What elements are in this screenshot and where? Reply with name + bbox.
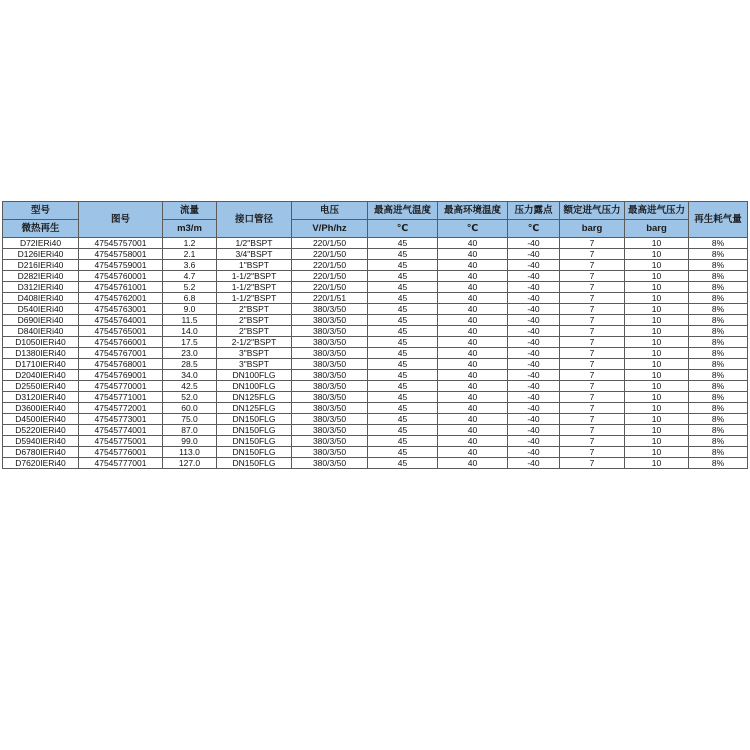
regen-consumption-cell: 8% xyxy=(689,249,748,260)
pressure-dew-point-cell: -40 xyxy=(508,370,560,381)
max-ambient-temp-cell: 40 xyxy=(438,293,508,304)
max-inlet-pressure-cell: 10 xyxy=(625,238,689,249)
pressure-dew-point-cell: -40 xyxy=(508,403,560,414)
regen-consumption-cell: 8% xyxy=(689,370,748,381)
max-ambient-temp-cell: 40 xyxy=(438,260,508,271)
voltage-cell: 380/3/50 xyxy=(292,315,368,326)
part-number-cell: 47545766001 xyxy=(79,337,163,348)
table-row xyxy=(3,271,748,282)
rated-inlet-pressure-cell: 7 xyxy=(560,359,625,370)
connection-cell: DN100FLG xyxy=(217,370,292,381)
regen-consumption-cell: 8% xyxy=(689,293,748,304)
header-part-number: 图号 xyxy=(79,202,163,238)
connection-cell: 1/2"BSPT xyxy=(217,238,292,249)
part-number-cell: 47545761001 xyxy=(79,282,163,293)
voltage-cell: 380/3/50 xyxy=(292,337,368,348)
max-inlet-temp-cell: 45 xyxy=(368,447,438,458)
pressure-dew-point-cell: -40 xyxy=(508,260,560,271)
rated-inlet-pressure-cell: 7 xyxy=(560,260,625,271)
max-ambient-temp-cell: 40 xyxy=(438,238,508,249)
connection-cell: DN150FLG xyxy=(217,436,292,447)
part-number-cell: 47545765001 xyxy=(79,326,163,337)
pressure-dew-point-cell: -40 xyxy=(508,304,560,315)
max-inlet-temp-cell: 45 xyxy=(368,359,438,370)
table-row xyxy=(3,370,748,381)
table-row xyxy=(3,425,748,436)
table-row xyxy=(3,282,748,293)
pressure-dew-point-cell: -40 xyxy=(508,458,560,469)
pressure-dew-point-cell: -40 xyxy=(508,238,560,249)
table-row xyxy=(3,249,748,260)
regen-consumption-cell: 8% xyxy=(689,392,748,403)
max-ambient-temp-cell: 40 xyxy=(438,392,508,403)
max-inlet-temp-cell: 45 xyxy=(368,370,438,381)
max-inlet-pressure-cell: 10 xyxy=(625,403,689,414)
header-max-inlet-temp: 最高进气温度 xyxy=(368,202,438,220)
connection-cell: DN100FLG xyxy=(217,381,292,392)
table-row xyxy=(3,337,748,348)
max-inlet-temp-cell: 45 xyxy=(368,260,438,271)
table-row xyxy=(3,359,748,370)
connection-cell: DN125FLG xyxy=(217,403,292,414)
table-header xyxy=(3,202,748,238)
pressure-dew-point-cell: -40 xyxy=(508,326,560,337)
part-number-cell: 47545760001 xyxy=(79,271,163,282)
max-inlet-pressure-cell: 10 xyxy=(625,436,689,447)
table-row xyxy=(3,304,748,315)
model-cell: D1710IERi40 xyxy=(3,359,79,370)
max-inlet-temp-cell: 45 xyxy=(368,458,438,469)
part-number-cell: 47545772001 xyxy=(79,403,163,414)
flow-cell: 4.7 xyxy=(163,271,217,282)
max-inlet-temp-cell: 45 xyxy=(368,436,438,447)
model-cell: D3600IERi40 xyxy=(3,403,79,414)
model-cell: D4500IERi40 xyxy=(3,414,79,425)
part-number-cell: 47545764001 xyxy=(79,315,163,326)
pressure-dew-point-cell: -40 xyxy=(508,282,560,293)
model-cell: D7620IERi40 xyxy=(3,458,79,469)
table-row xyxy=(3,458,748,469)
max-ambient-temp-cell: 40 xyxy=(438,326,508,337)
regen-consumption-cell: 8% xyxy=(689,414,748,425)
pressure-dew-point-cell: -40 xyxy=(508,447,560,458)
pressure-dew-point-cell: -40 xyxy=(508,337,560,348)
max-inlet-temp-cell: 45 xyxy=(368,304,438,315)
voltage-cell: 380/3/50 xyxy=(292,304,368,315)
max-inlet-pressure-cell: 10 xyxy=(625,458,689,469)
voltage-cell: 220/1/50 xyxy=(292,249,368,260)
header-rated-inlet-pressure-unit: barg xyxy=(560,220,625,238)
header-regen-consumption: 再生耗气量 xyxy=(689,202,748,238)
regen-consumption-cell: 8% xyxy=(689,238,748,249)
flow-cell: 60.0 xyxy=(163,403,217,414)
pressure-dew-point-cell: -40 xyxy=(508,381,560,392)
pressure-dew-point-cell: -40 xyxy=(508,348,560,359)
header-max-ambient-temp-unit: ℃ xyxy=(438,220,508,238)
model-cell: D3120IERi40 xyxy=(3,392,79,403)
regen-consumption-cell: 8% xyxy=(689,458,748,469)
rated-inlet-pressure-cell: 7 xyxy=(560,337,625,348)
flow-cell: 113.0 xyxy=(163,447,217,458)
model-cell: D312IERi40 xyxy=(3,282,79,293)
flow-cell: 17.5 xyxy=(163,337,217,348)
part-number-cell: 47545768001 xyxy=(79,359,163,370)
connection-cell: DN150FLG xyxy=(217,414,292,425)
rated-inlet-pressure-cell: 7 xyxy=(560,271,625,282)
rated-inlet-pressure-cell: 7 xyxy=(560,447,625,458)
max-ambient-temp-cell: 40 xyxy=(438,282,508,293)
flow-cell: 87.0 xyxy=(163,425,217,436)
pressure-dew-point-cell: -40 xyxy=(508,425,560,436)
part-number-cell: 47545762001 xyxy=(79,293,163,304)
max-ambient-temp-cell: 40 xyxy=(438,436,508,447)
regen-consumption-cell: 8% xyxy=(689,403,748,414)
max-ambient-temp-cell: 40 xyxy=(438,370,508,381)
connection-cell: 2-1/2"BSPT xyxy=(217,337,292,348)
max-inlet-temp-cell: 45 xyxy=(368,425,438,436)
part-number-cell: 47545776001 xyxy=(79,447,163,458)
rated-inlet-pressure-cell: 7 xyxy=(560,370,625,381)
pressure-dew-point-cell: -40 xyxy=(508,293,560,304)
pressure-dew-point-cell: -40 xyxy=(508,359,560,370)
part-number-cell: 47545758001 xyxy=(79,249,163,260)
header-voltage: 电压 xyxy=(292,202,368,220)
rated-inlet-pressure-cell: 7 xyxy=(560,282,625,293)
part-number-cell: 47545769001 xyxy=(79,370,163,381)
max-inlet-temp-cell: 45 xyxy=(368,381,438,392)
flow-cell: 9.0 xyxy=(163,304,217,315)
table-row xyxy=(3,260,748,271)
model-cell: D1050IERi40 xyxy=(3,337,79,348)
max-inlet-temp-cell: 45 xyxy=(368,326,438,337)
regen-consumption-cell: 8% xyxy=(689,348,748,359)
max-inlet-pressure-cell: 10 xyxy=(625,359,689,370)
voltage-cell: 220/1/50 xyxy=(292,238,368,249)
regen-consumption-cell: 8% xyxy=(689,304,748,315)
regen-consumption-cell: 8% xyxy=(689,359,748,370)
model-cell: D840IERi40 xyxy=(3,326,79,337)
max-ambient-temp-cell: 40 xyxy=(438,447,508,458)
voltage-cell: 380/3/50 xyxy=(292,370,368,381)
connection-cell: DN150FLG xyxy=(217,447,292,458)
regen-consumption-cell: 8% xyxy=(689,381,748,392)
pressure-dew-point-cell: -40 xyxy=(508,392,560,403)
max-inlet-pressure-cell: 10 xyxy=(625,315,689,326)
connection-cell: 1-1/2"BSPT xyxy=(217,282,292,293)
flow-cell: 5.2 xyxy=(163,282,217,293)
table-row xyxy=(3,238,748,249)
model-cell: D282IERi40 xyxy=(3,271,79,282)
rated-inlet-pressure-cell: 7 xyxy=(560,315,625,326)
connection-cell: 1"BSPT xyxy=(217,260,292,271)
rated-inlet-pressure-cell: 7 xyxy=(560,414,625,425)
flow-cell: 6.8 xyxy=(163,293,217,304)
flow-cell: 11.5 xyxy=(163,315,217,326)
max-inlet-pressure-cell: 10 xyxy=(625,381,689,392)
model-cell: D690IERi40 xyxy=(3,315,79,326)
flow-cell: 127.0 xyxy=(163,458,217,469)
connection-cell: 3"BSPT xyxy=(217,348,292,359)
rated-inlet-pressure-cell: 7 xyxy=(560,381,625,392)
rated-inlet-pressure-cell: 7 xyxy=(560,326,625,337)
max-inlet-pressure-cell: 10 xyxy=(625,414,689,425)
rated-inlet-pressure-cell: 7 xyxy=(560,425,625,436)
rated-inlet-pressure-cell: 7 xyxy=(560,304,625,315)
part-number-cell: 47545771001 xyxy=(79,392,163,403)
max-ambient-temp-cell: 40 xyxy=(438,381,508,392)
voltage-cell: 220/1/50 xyxy=(292,271,368,282)
rated-inlet-pressure-cell: 7 xyxy=(560,458,625,469)
connection-cell: 2"BSPT xyxy=(217,326,292,337)
table-row xyxy=(3,447,748,458)
connection-cell: 2"BSPT xyxy=(217,315,292,326)
voltage-cell: 380/3/50 xyxy=(292,458,368,469)
table-body xyxy=(3,238,748,469)
flow-cell: 14.0 xyxy=(163,326,217,337)
part-number-cell: 47545774001 xyxy=(79,425,163,436)
model-cell: D216IERi40 xyxy=(3,260,79,271)
header-pressure-dew-point-unit: ℃ xyxy=(508,220,560,238)
pressure-dew-point-cell: -40 xyxy=(508,271,560,282)
connection-cell: DN150FLG xyxy=(217,425,292,436)
pressure-dew-point-cell: -40 xyxy=(508,315,560,326)
max-inlet-temp-cell: 45 xyxy=(368,271,438,282)
regen-consumption-cell: 8% xyxy=(689,282,748,293)
table-row xyxy=(3,315,748,326)
table-row xyxy=(3,403,748,414)
rated-inlet-pressure-cell: 7 xyxy=(560,436,625,447)
max-inlet-pressure-cell: 10 xyxy=(625,337,689,348)
regen-consumption-cell: 8% xyxy=(689,425,748,436)
rated-inlet-pressure-cell: 7 xyxy=(560,392,625,403)
max-ambient-temp-cell: 40 xyxy=(438,315,508,326)
header-pressure-dew-point: 压力露点 xyxy=(508,202,560,220)
max-ambient-temp-cell: 40 xyxy=(438,359,508,370)
max-ambient-temp-cell: 40 xyxy=(438,425,508,436)
max-inlet-pressure-cell: 10 xyxy=(625,370,689,381)
max-inlet-pressure-cell: 10 xyxy=(625,304,689,315)
table-row xyxy=(3,381,748,392)
table-row xyxy=(3,436,748,447)
header-model-sub: 微热再生 xyxy=(3,220,79,238)
regen-consumption-cell: 8% xyxy=(689,447,748,458)
max-inlet-pressure-cell: 10 xyxy=(625,249,689,260)
connection-cell: 2"BSPT xyxy=(217,304,292,315)
rated-inlet-pressure-cell: 7 xyxy=(560,293,625,304)
max-inlet-pressure-cell: 10 xyxy=(625,425,689,436)
max-inlet-temp-cell: 45 xyxy=(368,238,438,249)
max-inlet-pressure-cell: 10 xyxy=(625,348,689,359)
max-inlet-pressure-cell: 10 xyxy=(625,271,689,282)
flow-cell: 23.0 xyxy=(163,348,217,359)
model-cell: D5940IERi40 xyxy=(3,436,79,447)
voltage-cell: 380/3/50 xyxy=(292,392,368,403)
header-flow: 流量 xyxy=(163,202,217,220)
voltage-cell: 380/3/50 xyxy=(292,414,368,425)
header-connection: 接口管径 xyxy=(217,202,292,238)
model-cell: D408IERi40 xyxy=(3,293,79,304)
model-cell: D2040IERi40 xyxy=(3,370,79,381)
model-cell: D5220IERi40 xyxy=(3,425,79,436)
max-inlet-temp-cell: 45 xyxy=(368,282,438,293)
max-inlet-temp-cell: 45 xyxy=(368,337,438,348)
regen-consumption-cell: 8% xyxy=(689,326,748,337)
max-inlet-pressure-cell: 10 xyxy=(625,282,689,293)
max-inlet-temp-cell: 45 xyxy=(368,403,438,414)
model-cell: D6780IERi40 xyxy=(3,447,79,458)
connection-cell: 1-1/2"BSPT xyxy=(217,293,292,304)
table-row xyxy=(3,392,748,403)
max-inlet-temp-cell: 45 xyxy=(368,249,438,260)
model-cell: D1380IERi40 xyxy=(3,348,79,359)
voltage-cell: 220/1/51 xyxy=(292,293,368,304)
model-cell: D540IERi40 xyxy=(3,304,79,315)
header-max-inlet-temp-unit: ℃ xyxy=(368,220,438,238)
flow-cell: 3.6 xyxy=(163,260,217,271)
regen-consumption-cell: 8% xyxy=(689,436,748,447)
voltage-cell: 380/3/50 xyxy=(292,381,368,392)
max-inlet-pressure-cell: 10 xyxy=(625,392,689,403)
regen-consumption-cell: 8% xyxy=(689,271,748,282)
rated-inlet-pressure-cell: 7 xyxy=(560,348,625,359)
max-inlet-pressure-cell: 10 xyxy=(625,447,689,458)
header-max-ambient-temp: 最高环境温度 xyxy=(438,202,508,220)
max-ambient-temp-cell: 40 xyxy=(438,414,508,425)
connection-cell: 3/4"BSPT xyxy=(217,249,292,260)
max-inlet-temp-cell: 45 xyxy=(368,315,438,326)
connection-cell: 1-1/2"BSPT xyxy=(217,271,292,282)
max-ambient-temp-cell: 40 xyxy=(438,271,508,282)
voltage-cell: 220/1/50 xyxy=(292,282,368,293)
flow-cell: 99.0 xyxy=(163,436,217,447)
max-ambient-temp-cell: 40 xyxy=(438,337,508,348)
part-number-cell: 47545775001 xyxy=(79,436,163,447)
table-row xyxy=(3,293,748,304)
part-number-cell: 47545770001 xyxy=(79,381,163,392)
flow-cell: 75.0 xyxy=(163,414,217,425)
rated-inlet-pressure-cell: 7 xyxy=(560,238,625,249)
dryer-spec-table xyxy=(2,201,748,469)
voltage-cell: 380/3/50 xyxy=(292,436,368,447)
max-inlet-temp-cell: 45 xyxy=(368,414,438,425)
max-ambient-temp-cell: 40 xyxy=(438,458,508,469)
part-number-cell: 47545763001 xyxy=(79,304,163,315)
pressure-dew-point-cell: -40 xyxy=(508,414,560,425)
header-flow-unit: m3/m xyxy=(163,220,217,238)
flow-cell: 52.0 xyxy=(163,392,217,403)
header-model: 型号 xyxy=(3,202,79,220)
header-max-inlet-pressure-unit: barg xyxy=(625,220,689,238)
voltage-cell: 380/3/50 xyxy=(292,403,368,414)
pressure-dew-point-cell: -40 xyxy=(508,249,560,260)
max-inlet-temp-cell: 45 xyxy=(368,392,438,403)
part-number-cell: 47545757001 xyxy=(79,238,163,249)
voltage-cell: 380/3/50 xyxy=(292,425,368,436)
connection-cell: DN125FLG xyxy=(217,392,292,403)
voltage-cell: 380/3/50 xyxy=(292,348,368,359)
regen-consumption-cell: 8% xyxy=(689,260,748,271)
max-inlet-pressure-cell: 10 xyxy=(625,293,689,304)
model-cell: D126IERi40 xyxy=(3,249,79,260)
regen-consumption-cell: 8% xyxy=(689,337,748,348)
voltage-cell: 380/3/50 xyxy=(292,326,368,337)
max-inlet-temp-cell: 45 xyxy=(368,293,438,304)
part-number-cell: 47545759001 xyxy=(79,260,163,271)
max-ambient-temp-cell: 40 xyxy=(438,348,508,359)
header-voltage-unit: V/Ph/hz xyxy=(292,220,368,238)
table-row xyxy=(3,326,748,337)
max-inlet-temp-cell: 45 xyxy=(368,348,438,359)
flow-cell: 1.2 xyxy=(163,238,217,249)
table-row xyxy=(3,348,748,359)
flow-cell: 34.0 xyxy=(163,370,217,381)
rated-inlet-pressure-cell: 7 xyxy=(560,403,625,414)
header-max-inlet-pressure: 最高进气压力 xyxy=(625,202,689,220)
header-rated-inlet-pressure: 额定进气压力 xyxy=(560,202,625,220)
max-ambient-temp-cell: 40 xyxy=(438,304,508,315)
max-inlet-pressure-cell: 10 xyxy=(625,326,689,337)
rated-inlet-pressure-cell: 7 xyxy=(560,249,625,260)
flow-cell: 28.5 xyxy=(163,359,217,370)
max-ambient-temp-cell: 40 xyxy=(438,249,508,260)
flow-cell: 42.5 xyxy=(163,381,217,392)
model-cell: D72IERi40 xyxy=(3,238,79,249)
voltage-cell: 220/1/50 xyxy=(292,260,368,271)
part-number-cell: 47545773001 xyxy=(79,414,163,425)
max-inlet-pressure-cell: 10 xyxy=(625,260,689,271)
pressure-dew-point-cell: -40 xyxy=(508,436,560,447)
model-cell: D2550IERi40 xyxy=(3,381,79,392)
connection-cell: DN150FLG xyxy=(217,458,292,469)
flow-cell: 2.1 xyxy=(163,249,217,260)
regen-consumption-cell: 8% xyxy=(689,315,748,326)
max-ambient-temp-cell: 40 xyxy=(438,403,508,414)
table-row xyxy=(3,414,748,425)
part-number-cell: 47545767001 xyxy=(79,348,163,359)
part-number-cell: 47545777001 xyxy=(79,458,163,469)
voltage-cell: 380/3/50 xyxy=(292,359,368,370)
voltage-cell: 380/3/50 xyxy=(292,447,368,458)
header-row-top xyxy=(3,202,748,220)
connection-cell: 3"BSPT xyxy=(217,359,292,370)
